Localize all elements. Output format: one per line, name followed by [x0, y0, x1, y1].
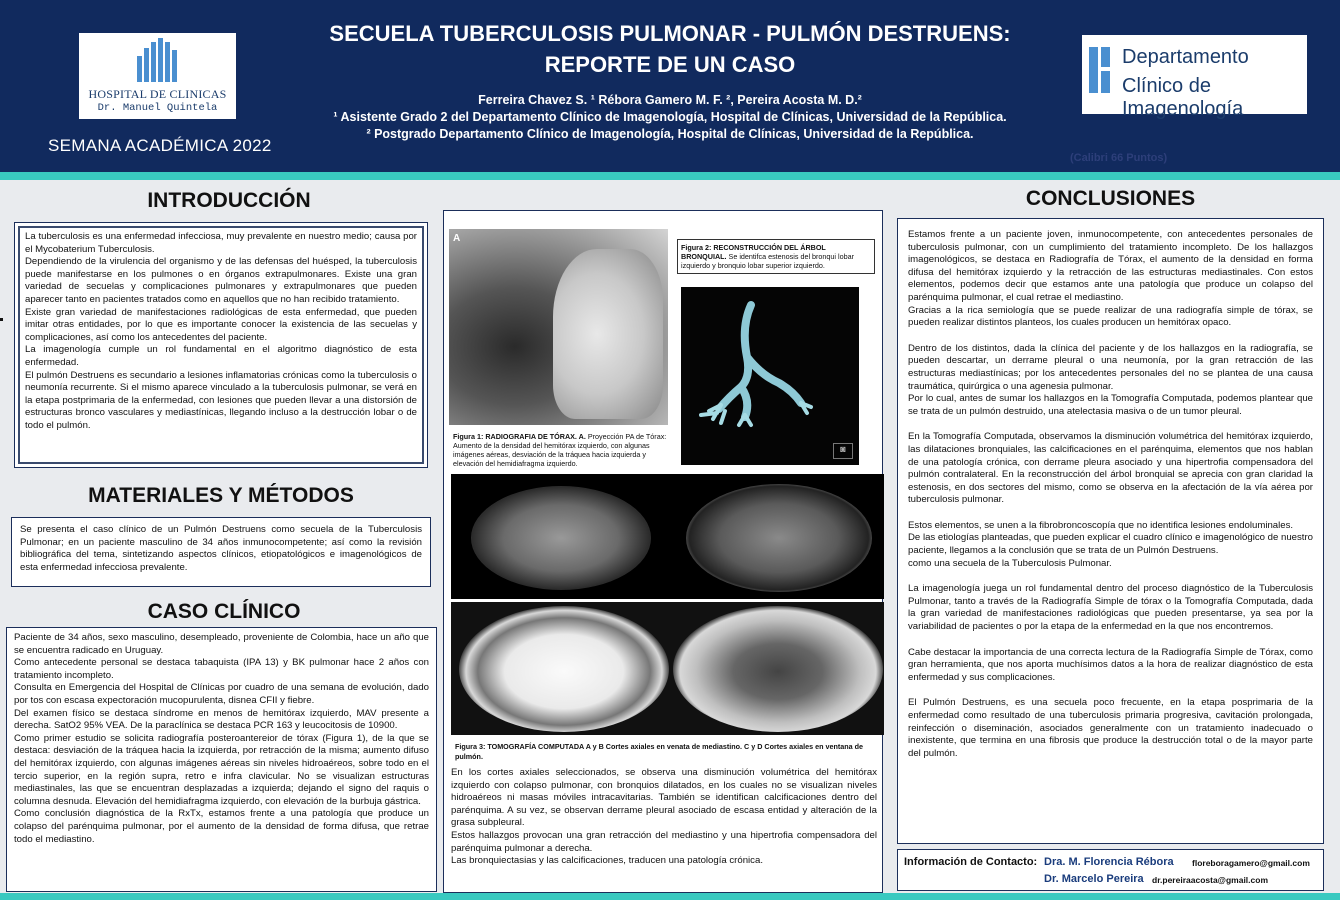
- department-logo-icon: [1089, 47, 1111, 93]
- conclusion-paragraph: El Pulmón Destruens, es una secuela poco frecuente, en la etapa posprimaria de la enfermedad como resultado de una tuberculosis primaria progresiva, cavitación prolongada, reinfección o diseminación, asociados generalmente con un tratamiento inadecuado o inexistente, que termina en una fibrosis que produce la destrucción total o de la mayor parte del pulmón.: [908, 697, 1313, 759]
- conclusion-paragraph: De las etiologías planteadas, que pueden explicar el cuadro clínico e imagenológico de nuestro paciente, llegamos a la conclusión que se trata de un Pulmón Destruens.: [908, 532, 1313, 557]
- intro-paragraph: Existe gran variedad de manifestaciones radiológicas de esta enfermedad, que pueden imitar otras entidades, por lo que es importante conocer la existencia de las secuelas y complicaciones, así como los antecedentes del paciente.: [25, 306, 417, 343]
- ct-findings-paragraph: En los cortes axiales seleccionados, se observa una disminución volumétrica del hemitórax izquierdo con colapso pulmonar, con bronquios dilatados, en los cuales no se visualizan niveles hidroaéreos ni masas móviles intracavitarias. También se identifican calcificaciones dentro del parénquima. A su vez, se observan derrame pleural asociado de escasa entidad y alteración de la grasa subpleural.: [451, 767, 877, 829]
- scanner-label-icon: ◙: [833, 443, 853, 459]
- fig2-caption: [677, 239, 875, 274]
- fig1-caption: [453, 432, 671, 468]
- conclusion-paragraph: Estos elementos, se unen a la fibrobroncoscopía que no identifica lesiones endoluminales.: [908, 519, 1294, 531]
- conclusion-paragraph: La imagenología juega un rol fundamental dentro del proceso diagnóstico de la Tuberculosis Pulmonar, tanto a través de la Radiografía Simple de tórax o la Tomografía Computada, dada la gran variedad de manifestaciones radiológicas que pueden presentarse, ya sea por la variabilidad de pacientes o por la etapa de la enfermedad en la que nos encontremos.: [908, 583, 1313, 633]
- edge-mark: [0, 318, 3, 321]
- ct-slice-b: [686, 484, 872, 592]
- conclusiones-heading: CONCLUSIONES: [1025, 187, 1196, 210]
- conclusion-spacer: [908, 330, 1313, 343]
- conclusion-spacer: [908, 634, 1313, 647]
- bronchial-tree-icon: [681, 287, 859, 465]
- affiliation-2: ² Postgrado Departamento Clínico de Imagenología, Hospital de Clínicas, Universidad de la República.: [366, 127, 974, 141]
- ct-findings-text: [451, 767, 877, 868]
- contact-label: Información de Contacto:: [904, 856, 1038, 868]
- conclusion-paragraph: como una secuela de la Tuberculosis Pulmonar.: [908, 557, 1112, 569]
- caso-box: [6, 627, 437, 892]
- caso-heading: CASO CLÍNICO: [147, 600, 301, 623]
- department-logo-line1: Departamento: [1122, 46, 1249, 68]
- caso-paragraph: Como primer estudio se solicita radiografía posteroantereior de tórax (Figura 1), de la que se destaca: desviación de la tráquea hacia la izquierda, por retracción de la misma; aumento difuso del hemitórax izquierdo, con algunas imágenes aéreas sin niveles hidroaéreos, sobre todo en el tercio superior, en la región supra, retro e infra clavicular. No se visualizan estructuras mediastinales, las que se encuentran desplazadas a izquierda; dejando el signo del raquis o columna desnuda. Elevación del hemidiafragma izquierdo, con elevación de la burbuja gástrica.: [14, 732, 429, 807]
- chest-xray-image: [449, 229, 668, 425]
- fig2-caption-title: Figura 2: RECONSTRUCCIÓN DEL ÁRBOL BRONQUIAL.: [681, 243, 826, 261]
- bronchial-tree-reconstruction-image: [681, 287, 859, 465]
- materiales-box: [11, 517, 431, 587]
- hospital-logo-subname: Dr. Manuel Quintela: [97, 102, 218, 114]
- authors-line: Ferreira Chavez S. ¹ Rébora Gamero M. F. ², Pereira Acosta M. D.²: [478, 93, 862, 107]
- conclusion-paragraph: En la Tomografía Computada, observamos la disminución volumétrica del hemitórax izquierdo, las dilataciones bronquiales, las calcificaciones en el parénquima, elementos que nos hablan de una patología crónica, con derrame pleura asociado y una hipertrofia compensadora del pulmón contralateral. En la reconstrucción del árbol bronquial se aprecia con gran claridad la estenosis, en dos sectores del mismo, como se observa en la afectación de la vía aérea por tuberculosis pulmonar.: [908, 431, 1313, 506]
- accent-band-top: [0, 172, 1340, 180]
- conclusion-paragraph: Estamos frente a un paciente joven, inmunocompetente, con antecedentes personales de tuberculosis pulmonar, con un cumplimiento del tratamiento incompleto. De los hallazgos imagenológicos, se destaca en Radiografía de Tórax, el aumento de la densidad en forma difusa del hemitórax izquierdo y la retracción de las estructuras mediastinales. Con estos elementos, podemos decir que estamos ante una patología que produce un colapso del parénquima pulmonar, el cual retrae el mediastino.: [908, 229, 1313, 303]
- contact-name-2: Dr. Marcelo Pereira: [1044, 873, 1144, 885]
- affiliation-1: ¹ Asistente Grado 2 del Departamento Clínico de Imagenología, Hospital de Clínicas, Universidad de la República.: [333, 110, 1007, 124]
- caso-paragraph: Como conclusión diagnóstica de la RxTx, estamos frente a una patología que produce un colapso del parénquima pulmonar, por el aumento de la densidad de forma difusa, que retrae todo el mediastino.: [14, 808, 429, 845]
- conclusion-spacer: [908, 684, 1313, 697]
- introduccion-box: [14, 222, 428, 468]
- intro-paragraph: La imagenología cumple un rol fundamental en el algoritmo diagnóstico de esta enfermedad.: [25, 344, 417, 368]
- ct-slice-c: [459, 606, 669, 732]
- right-lung-field: [553, 249, 663, 419]
- contact-name-1: Dra. M. Florencia Rébora: [1044, 856, 1174, 868]
- ct-mediastinal-window-images: [451, 474, 884, 599]
- fig2-caption-text: Se identifca estenosis del bronqui lobar izquierdo y bronquio lobar superior izquierdo.: [681, 252, 854, 270]
- ct-lung-window-images: [451, 602, 884, 735]
- accent-band-bottom: [0, 893, 1340, 900]
- hospital-logo-icon: [137, 38, 179, 82]
- fig1-caption-text: Proyección PA de Tórax: Aumento de la densidad del hemitórax izquierdo, con algunas imágenes aéreas, desviación de la tráquea hacia izquierda y elevación del hemidiafragma izquierdo.: [453, 432, 667, 468]
- title-line-2: REPORTE DE UN CASO: [544, 52, 796, 77]
- authors-block: [330, 92, 1010, 143]
- contact-email-1[interactable]: floreboragamero@gmail.com: [1192, 858, 1310, 868]
- introduccion-heading: INTRODUCCIÓN: [147, 189, 311, 212]
- caso-paragraph: Paciente de 34 años, sexo masculino, desempleado, proveniente de Colombia, hace un año que se encuentra radicado en Uruguay.: [14, 632, 429, 656]
- poster-title: [290, 18, 1050, 80]
- conclusion-spacer: [908, 570, 1313, 583]
- conclusion-spacer: [908, 507, 1313, 520]
- caso-paragraph: Del examen físico se destaca síndrome en menos de hemitórax izquierdo, MAV presente a derecha. SatO2 95% VEA. De la paraclínica se destaca PCR 163 y leucocitosis de 10900.: [14, 707, 429, 732]
- materiales-text: Se presenta el caso clínico de un Pulmón Destruens como secuela de la Tuberculosis Pulmonar; en un paciente masculino de 34 años inmunocompetente; así como la revisión bibliográfica del tema, sintetizando aspectos clínicos, etiopatológicos e imagenológicos de esta enfermedad infecciosa prevalente.: [20, 524, 422, 573]
- conclusion-paragraph: Dentro de los distintos, dada la clínica del paciente y de los hallazgos en la radiografía, se pueden descartar, un derrame pleural o una neumonía, por la gran retracción de las estructuras mediastínicas; por los antecedentes personales del no se plantea de una causa traumática, quirúrgica o una agenesia pulmonar.: [908, 342, 1313, 392]
- title-line-1: SECUELA TUBERCULOSIS PULMONAR - PULMÓN DESTRUENS:: [329, 21, 1011, 46]
- fig3-caption: Figura 3: TOMOGRAFÍA COMPUTADA A y B Cortes axiales en venata de mediastino. C y D Cortes axiales en ventana de pulmón.: [455, 742, 864, 761]
- conclusion-paragraph: Gracias a la rica semiología que se puede realizar de una radiografía simple de tórax, se pueden realizar distintos planteos, los cuales producen un hemitórax opaco.: [908, 304, 1313, 329]
- contact-box: [897, 849, 1324, 891]
- font-note: (Calibri 66 Puntos): [1070, 152, 1168, 164]
- poster-header: [0, 0, 1340, 172]
- contact-email-2[interactable]: dr.pereiraacosta@gmail.com: [1152, 875, 1269, 885]
- conclusion-paragraph: Cabe destacar la importancia de una correcta lectura de la Radiografía Simple de Tórax, como gran herramienta, que nos aporta muchísimos datos a la hora de realizar diagnóstico de esta enfermedad y sus complicaciones.: [908, 646, 1313, 683]
- fig1-label: A: [453, 233, 461, 244]
- conclusiones-box: [897, 218, 1324, 844]
- ct-slice-d: [673, 606, 883, 732]
- conclusion-spacer: [908, 418, 1313, 431]
- ct-slice-a: [471, 486, 651, 590]
- event-label: SEMANA ACADÉMICA 2022: [48, 136, 272, 155]
- ct-findings-paragraph: Las bronquiectasias y las calcificaciones, traducen una patología crónica.: [451, 855, 763, 867]
- intro-paragraph: Dependiendo de la virulencia del organismo y de las defensas del huésped, la tuberculosis puede manifestarse en los pulmones o en órganos extrapulmonares. Existe una gran variedad de secuelas y complicaciones pulmonares y extrapulmonares que pueden aparecer tanto en pacientes tratados como en aquellos que no han recibido tratamiento.: [25, 256, 417, 305]
- materiales-heading: MATERIALES Y MÉTODOS: [88, 484, 354, 507]
- hospital-logo: [79, 33, 236, 119]
- conclusion-paragraph: Por lo cual, antes de sumar los hallazgos en la Tomografía Computada, podemos plantear que se trata de un pulmón destruido, una atelectasia masiva o de un tumor pleural.: [908, 393, 1313, 417]
- ct-findings-paragraph: Estos hallazgos provocan una gran retracción del mediastino y una hipertrofia compensadora del parénquima pulmonar a derecha.: [451, 829, 877, 854]
- department-logo-line2: Clínico de Imagenología: [1122, 75, 1244, 120]
- department-logo: [1082, 35, 1307, 120]
- caso-paragraph: Como antecedente personal se destaca tabaquista (IPA 13) y BK pulmonar hace 2 años con tratamiento incompleto.: [14, 657, 429, 681]
- hospital-logo-name: HOSPITAL DE CLINICAS: [88, 87, 227, 101]
- fig1-caption-title: Figura 1: RADIOGRAFIA DE TÓRAX. A.: [453, 432, 586, 441]
- intro-paragraph: El pulmón Destruens es secundario a lesiones inflamatorias crónicas como la tuberculosis o neumonía recurrente. Si el mismo aparece vinculado a la tuberculosis pulmonar, se verá en la etapa postprimaria de la enfermedad, con lesiones que pueden llevar a una distorsión de estructuras bronco vasculares y mediastínicas, llegando incluso a la destrucción lobar o de todo el pulmón.: [25, 369, 417, 431]
- intro-paragraph: La tuberculosis es una enfermedad infecciosa, muy prevalente en nuestro medio; causa por el Mycobaterium Tuberculosis.: [25, 231, 417, 255]
- caso-paragraph: Consulta en Emergencia del Hospital de Clínicas por cuadro de una semana de evolución, dado por tos con escasa expectoración mucopurulenta, disnea CFII y fiebre.: [14, 682, 429, 706]
